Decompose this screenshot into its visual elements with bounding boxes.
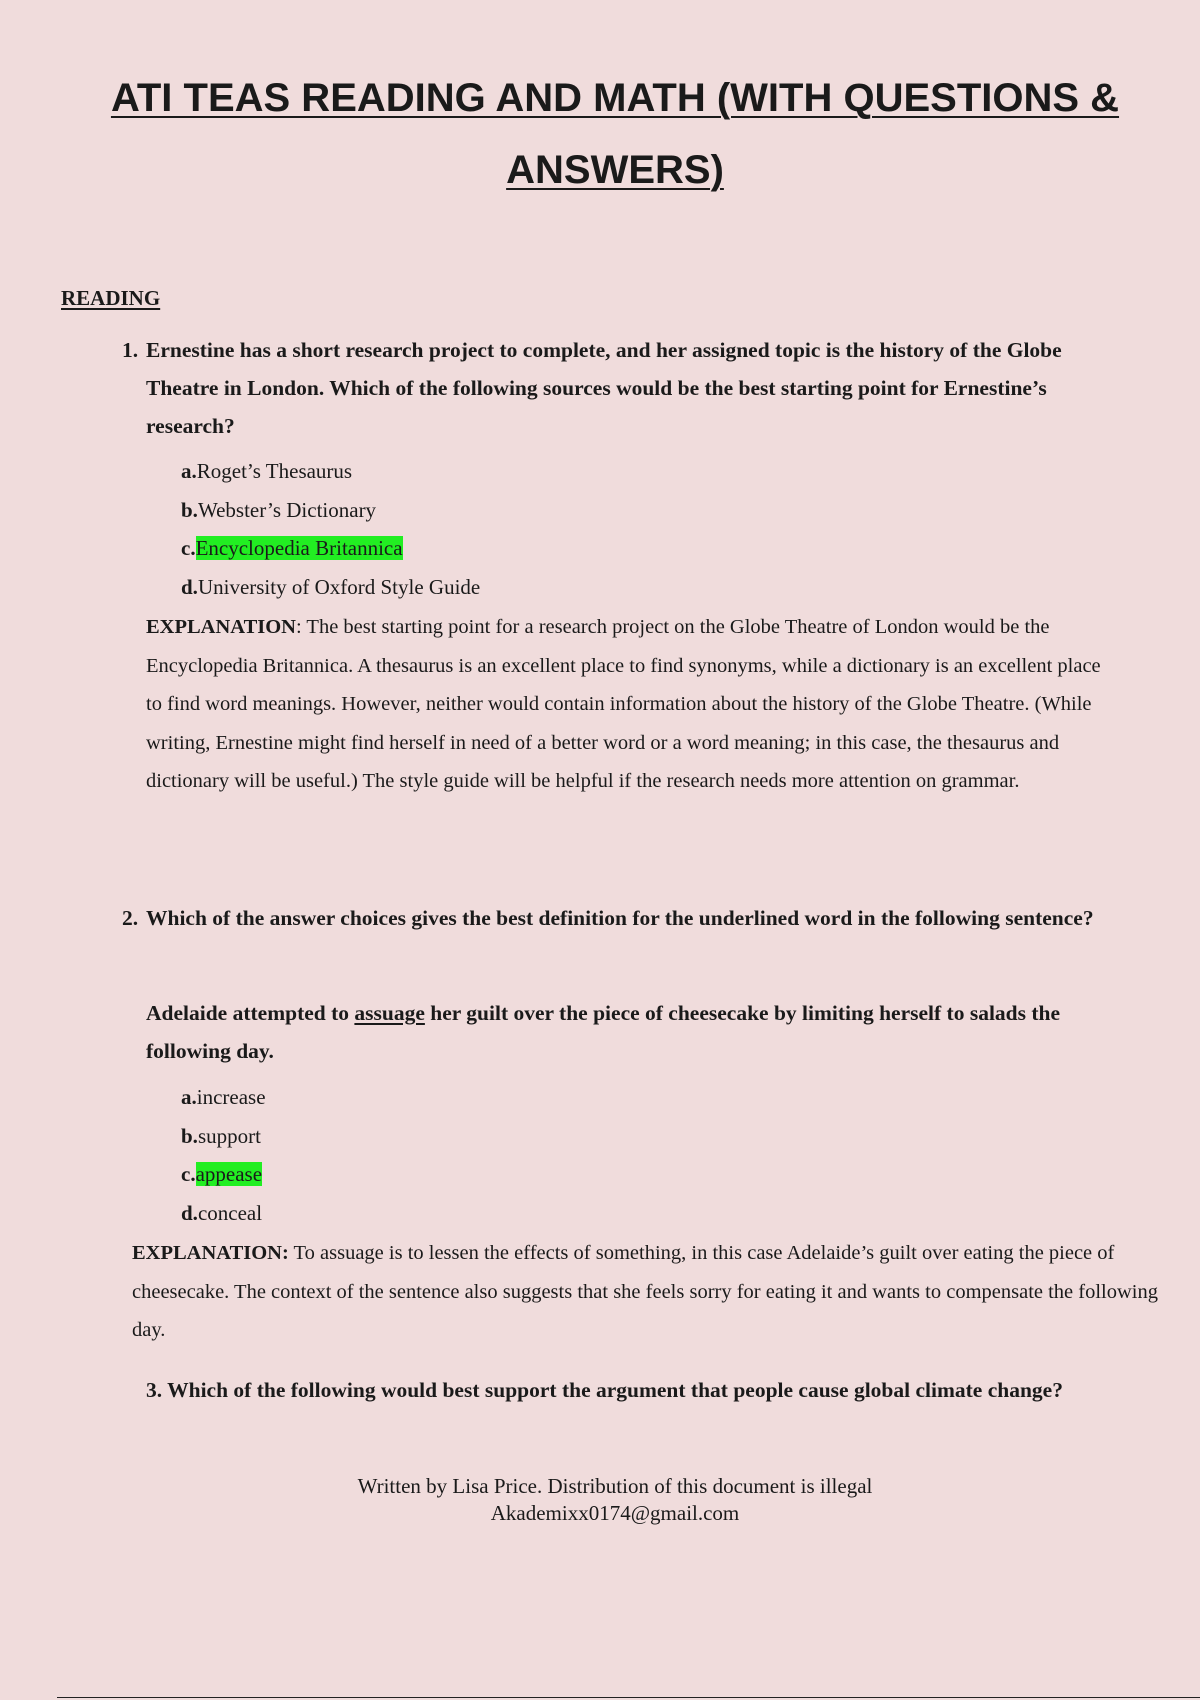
explanation-label: EXPLANATION: xyxy=(132,1242,289,1264)
question-number: 1. xyxy=(122,338,139,362)
footer-email: Akademixx0174@gmail.com xyxy=(490,1501,740,1525)
option-text: conceal xyxy=(197,1200,263,1225)
question-prompt: Which of the answer choices gives the best definition for the underlined word in the following sentence? xyxy=(146,906,1094,930)
option-a[interactable] xyxy=(181,452,480,491)
bottom-divider xyxy=(57,1697,1200,1698)
option-letter: b. xyxy=(181,1123,198,1148)
highlighted-answer: Encyclopedia Britannica xyxy=(195,536,403,560)
underlined-word: assuage xyxy=(354,1001,425,1025)
sentence-after: her guilt over the piece of cheesecake by limiting herself to salads the following day. xyxy=(146,1001,1061,1063)
explanation-q1 xyxy=(146,608,1106,801)
question-number: 2. xyxy=(122,906,139,930)
option-letter: a. xyxy=(181,459,197,483)
answer-options-q2 xyxy=(181,1078,266,1232)
question-2 xyxy=(122,899,1106,937)
option-c-correct[interactable] xyxy=(181,1155,266,1194)
option-letter: d. xyxy=(181,1200,198,1225)
option-text: Roget’s Thesaurus xyxy=(196,459,353,483)
answer-options-q1 xyxy=(181,452,480,606)
question-prompt: Ernestine has a short research project to complete, and her assigned topic is the history of the Globe Theatre in London. Which of the following sources would be the best starting point for Ernestine’s research? xyxy=(146,338,1062,438)
question-number: 3. xyxy=(146,1378,163,1402)
option-text: support xyxy=(197,1123,261,1148)
option-letter: c. xyxy=(181,536,196,560)
option-b[interactable] xyxy=(181,491,480,530)
question-1 xyxy=(122,331,1101,445)
option-letter: a. xyxy=(181,1085,197,1109)
document-title-line-2: ANSWERS) xyxy=(506,148,724,192)
question-prompt: Which of the following would best support the argument that people cause global climate change? xyxy=(167,1378,1063,1402)
option-a[interactable] xyxy=(181,1078,266,1117)
explanation-q2 xyxy=(132,1234,1192,1350)
explanation-text: To assuage is to lessen the effects of something, in this case Adelaide’s guilt over eating the piece of cheesecake. The context of the sentence also suggests that she feels sorry for eating it and wants to compensate the following day. xyxy=(132,1242,1159,1342)
question-3 xyxy=(146,1371,1096,1409)
question-2-sentence xyxy=(146,994,1101,1070)
explanation-label: EXPLANATION xyxy=(146,616,296,638)
page-footer xyxy=(0,1473,1200,1527)
option-text: University of Oxford Style Guide xyxy=(197,574,481,599)
highlighted-answer: appease xyxy=(195,1162,263,1186)
section-heading-reading: READING xyxy=(61,286,161,310)
option-letter: c. xyxy=(181,1162,196,1186)
option-letter: b. xyxy=(181,497,198,522)
option-b[interactable] xyxy=(181,1117,266,1156)
option-c-correct[interactable] xyxy=(181,529,480,568)
explanation-text: : The best starting point for a research project on the Globe Theatre of London would be the Encyclopedia Britannica. A thesaurus is an excellent place to find synonyms, while a dictionary is an excellent place to find word meanings. However, neither would contain information about the history of the Globe Theatre. (While writing, Ernestine might find herself in need of a better word or a word meaning; in this case, the thesaurus and dictionary will be useful.) The style guide will be helpful if the research needs more attention on grammar. xyxy=(146,616,1101,793)
option-text: Webster’s Dictionary xyxy=(197,497,377,522)
option-d[interactable] xyxy=(181,568,480,607)
sentence-before: Adelaide attempted to xyxy=(146,1001,355,1025)
option-text: increase xyxy=(196,1085,266,1109)
option-d[interactable] xyxy=(181,1194,266,1233)
document-title-line-1: ATI TEAS READING AND MATH (WITH QUESTIONS & xyxy=(110,76,1120,120)
footer-author-line: Written by Lisa Price. Distribution of this document is illegal xyxy=(357,1474,873,1498)
option-letter: d. xyxy=(181,574,198,599)
